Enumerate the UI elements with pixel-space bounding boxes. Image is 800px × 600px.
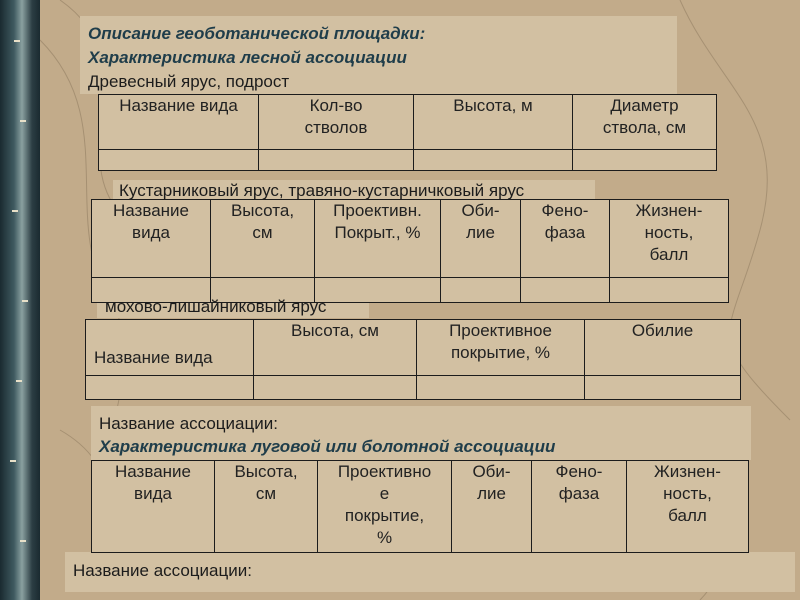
moss-header-height: Высота, см [254,320,417,376]
moss-tier-label: мохово-лишайниковый ярус [105,297,327,316]
meadow-tier-table [91,460,749,553]
shrub-header-species: Название вида [92,200,211,278]
meadow-header-height: Высота, см [215,461,318,553]
table-cell[interactable] [86,376,254,400]
shrub-header-height: Высота, см [211,200,315,278]
forest-heading-characteristic: Характеристика лесной ассоциации [88,48,407,67]
tree-header-species: Название вида [99,95,259,150]
table-cell[interactable] [585,376,741,400]
shrub-header-phenophase: Фено- фаза [521,200,610,278]
table-row [86,376,741,400]
table-cell[interactable] [573,150,717,171]
forest-tier-label: Древесный ярус, подрост [88,72,290,91]
table-cell[interactable] [99,150,259,171]
meadow-header-phenophase: Фено- фаза [532,461,627,553]
meadow-header-vitality: Жизнен- ность, балл [627,461,749,553]
shrub-header-coverage: Проективн. Покрыт., % [315,200,441,278]
moss-header-coverage: Проективное покрытие, % [417,320,585,376]
tree-header-height: Высота, м [414,95,573,150]
moss-header-species: Название вида [86,320,254,376]
table-cell[interactable] [610,278,729,303]
left-decorative-stripe [0,0,40,600]
meadow-header-abundance: Оби- лие [452,461,532,553]
tree-tier-table [98,94,717,171]
shrub-header-vitality: Жизнен- ность, балл [610,200,729,278]
moss-tier-table [85,319,741,400]
tree-header-diameter: Диаметр ствола, см [573,95,717,150]
meadow-header-species: Название вида [92,461,215,553]
shrub-header-abundance: Оби- лие [441,200,521,278]
tree-header-stems: Кол-во стволов [259,95,414,150]
meadow-header-coverage: Проективно е покрытие, % [318,461,452,553]
meadow-heading: Характеристика луговой или болотной ассоциации [99,437,556,456]
moss-header-abundance: Обилие [585,320,741,376]
table-cell[interactable] [259,150,414,171]
shrub-tier-table [91,199,729,303]
forest-heading-description: Описание геоботанической площадки: [88,24,426,43]
table-cell[interactable] [315,278,441,303]
table-cell[interactable] [254,376,417,400]
meadow-assoc-name-label: Название ассоциации: [99,414,278,433]
table-cell[interactable] [521,278,610,303]
table-row [99,150,717,171]
footer-assoc-name-label: Название ассоциации: [73,561,252,580]
table-cell[interactable] [417,376,585,400]
table-cell[interactable] [414,150,573,171]
shrub-tier-label: Кустарниковый ярус, травяно-кустарничковый ярус [119,181,525,200]
table-cell[interactable] [441,278,521,303]
